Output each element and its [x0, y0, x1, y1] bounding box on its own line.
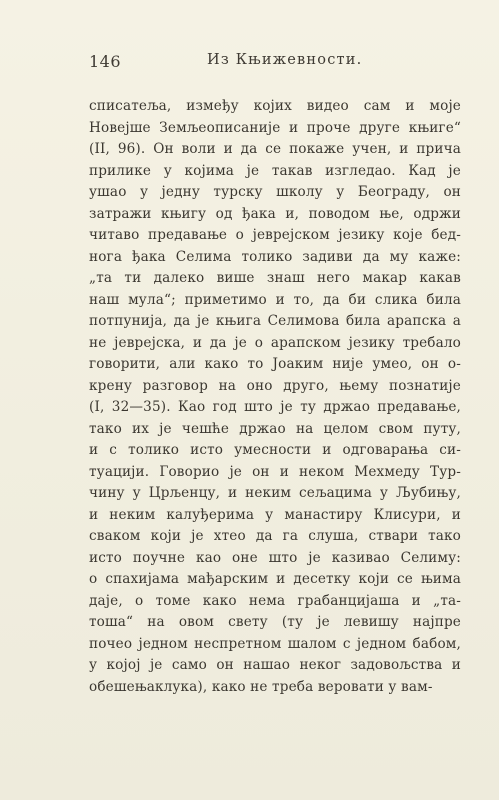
text-line: потпунија, да је књига Селимова била арапска а — [89, 313, 461, 329]
text-line: и с толико исто умесности и одговарања си- — [89, 442, 461, 458]
text-line: исто поучне као оне што је казивао Селиму: — [89, 549, 461, 566]
text-line: туацији. Говорио је он и неком Мехмеду Тур- — [89, 463, 461, 480]
text-line: обешењаклука), како не треба веровати у вам- — [89, 678, 433, 695]
text-line: (II, 96). Он воли и да се покаже учен, и прича — [89, 141, 461, 157]
page-header — [89, 52, 461, 76]
body-text — [89, 96, 461, 698]
text-line: ушао у једну турску школу у Београду, он — [89, 184, 461, 200]
text-line: не јеврејска, и да је о арапском језику требало — [89, 334, 461, 351]
text-line: о спахијама мађарским и десетку који се њима — [89, 571, 461, 587]
text-line: даје, о томе како нема грабанцијаша и „та- — [89, 592, 461, 609]
text-line: у којој је само он нашао неког задовољства и — [89, 657, 461, 673]
text-line: почео једном неспретном шалом с једном бабом, — [89, 635, 461, 652]
text-line: Новејше Земљеописаније и проче друге књиге“ — [89, 119, 461, 136]
text-line: сваком који је хтео да га слуша, ствари тако — [89, 528, 461, 544]
text-line: (I, 32—35). Као год што је ту држао предавање, — [89, 399, 461, 415]
text-line: списатеља, између којих видео сам и моје — [89, 98, 461, 114]
page-number: 146 — [89, 52, 122, 71]
text-line: говорити, али како то Јоаким није умео, он о- — [89, 356, 461, 372]
text-line: нога ђака Селима толико задиви да му каже: — [89, 248, 461, 265]
text-line: крену разговор на оно друго, њему познатије — [89, 377, 461, 394]
text-line: и неким калуђерима у манастиру Клисури, и — [89, 506, 461, 523]
text-line: чину у Црљенцу, и неким сељацима у Љубињу, — [89, 485, 461, 501]
text-line: затражи књигу од ђака и, поводом ње, одржи — [89, 205, 461, 222]
running-head: Из Књижевности. — [207, 52, 363, 68]
text-line: прилике у којима је такав изгледао. Кад је — [89, 162, 461, 179]
text-line: тако их је чешће држао на целом свом путу, — [89, 420, 461, 437]
text-line: „та ти далеко више знаш него макар какав — [89, 270, 461, 286]
text-line: наш мула“; приметимо и то, да би слика била — [89, 291, 461, 308]
text-line: читаво предавање о јеврејском језику које бед- — [89, 227, 461, 243]
text-line: тоша“ на овом свету (ту је левишу најпре — [89, 614, 461, 630]
